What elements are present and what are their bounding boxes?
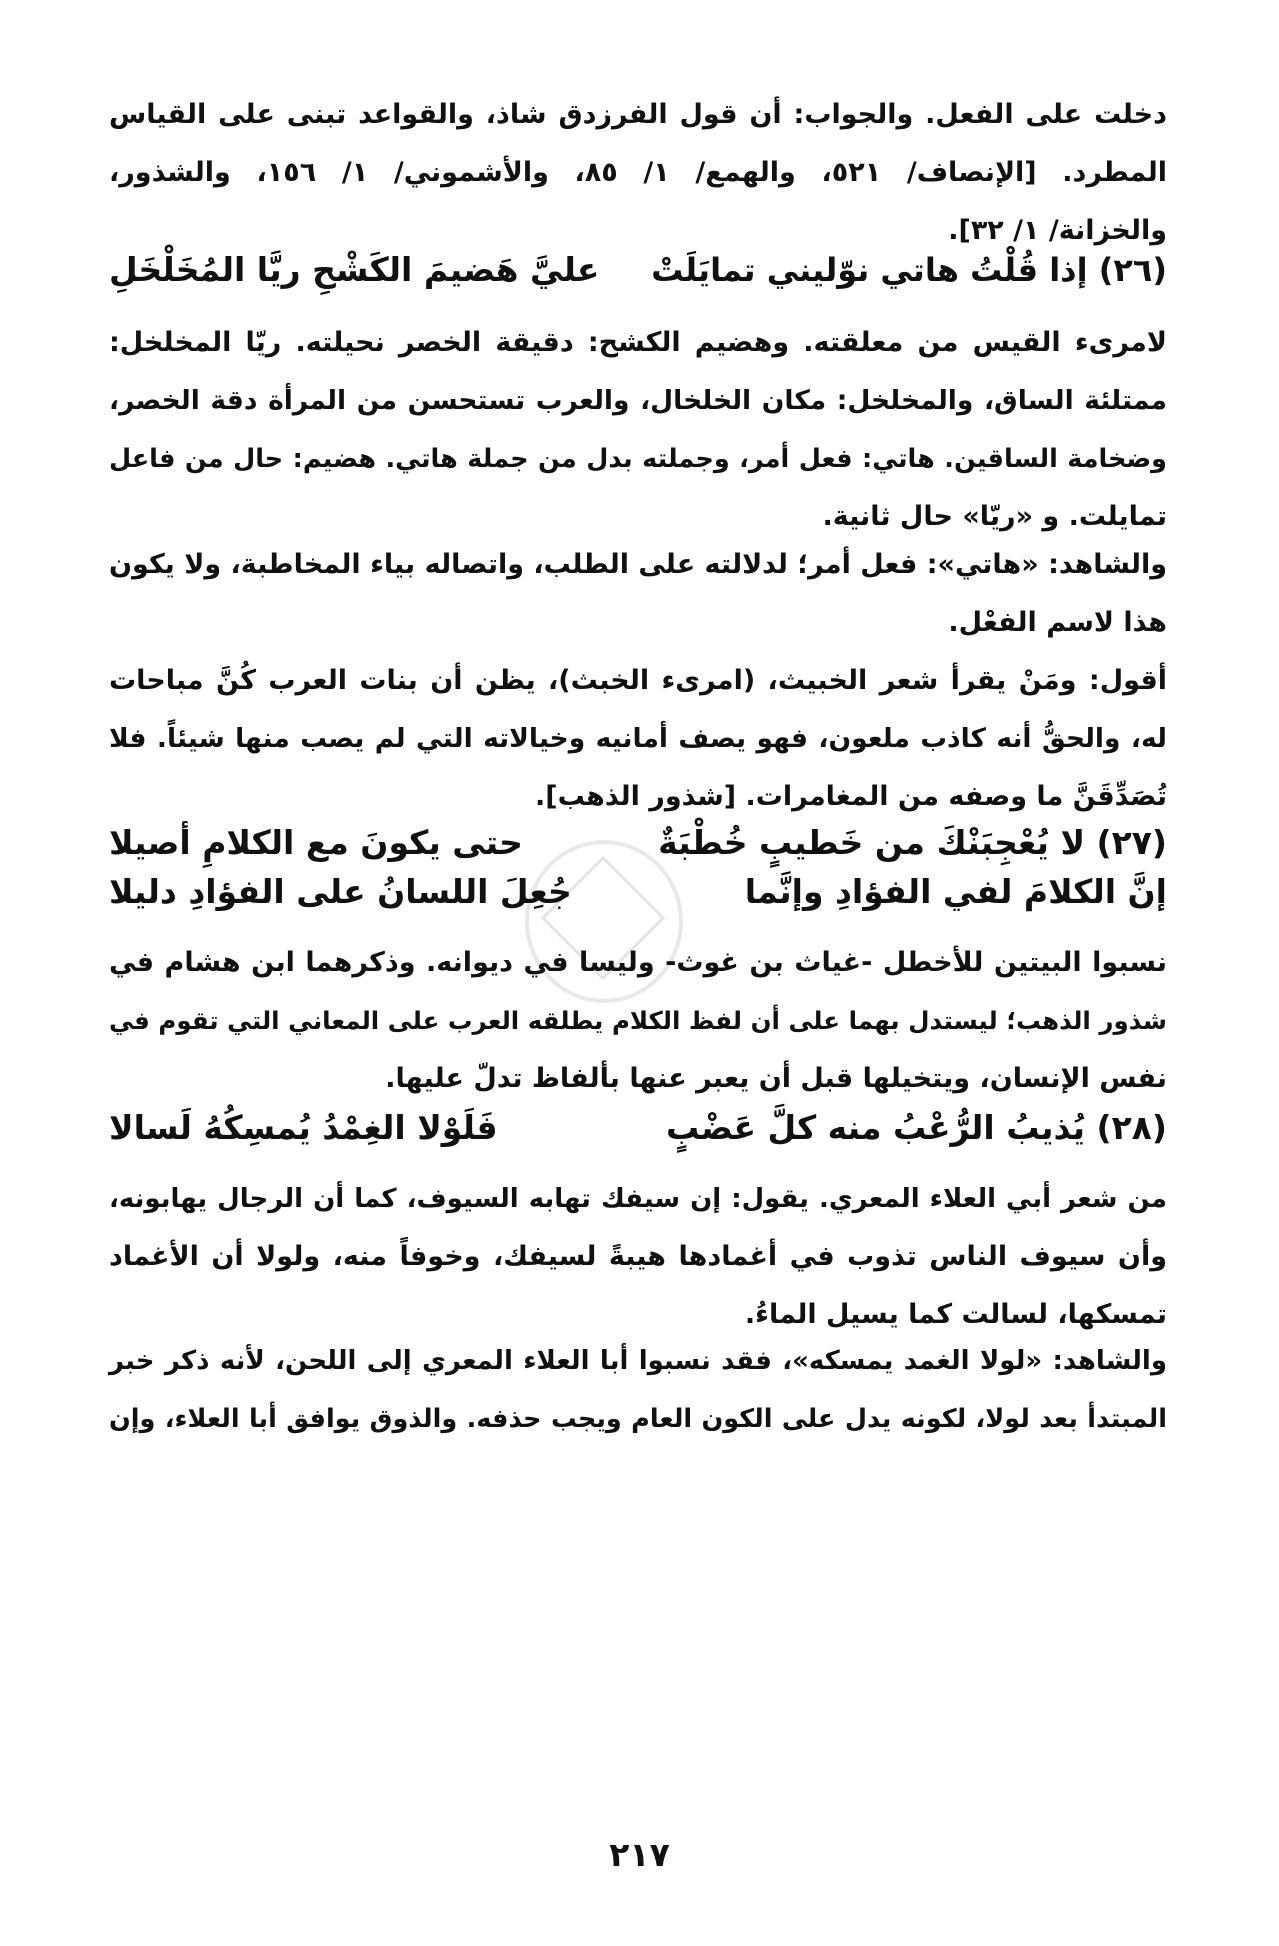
- verse-hemistich-first: [658, 815, 1167, 871]
- text-line: والشاهد: «هاتي»: فعل أمر؛ لدلالته على الطلب، واتصاله بياء المخاطبة، ولا يكون: [109, 549, 1167, 580]
- text-line: نسبوا البيتين للأخطل -غياث بن غوث- وليسا في ديوانه. وذكرهما ابن هشام في: [109, 947, 1167, 978]
- text-line: له، والحقُّ أنه كاذب ملعون، فهو يصف أمانيه وخيالاته التي لم يصب منها شيئاً. فلا: [109, 723, 1167, 754]
- paragraph-shahid-28: [109, 1332, 1167, 1448]
- text-line: وأن سيوف الناس تذوب في أغمادها هيبةً لسيفك، وخوفاً منه، ولولا أن الأغماد: [109, 1241, 1167, 1272]
- text-line: المطرد. [الإنصاف/ ٥٢١، والهمع/ ١/ ٨٥، والأشموني/ ١/ ١٥٦، والشذور،: [109, 157, 1167, 188]
- paragraph-shahid-26: [109, 536, 1167, 652]
- verse-hemistich-second: حتى يكونَ مع الكلامِ أصيلا: [109, 823, 523, 862]
- verse-number: (٢٧): [1096, 823, 1167, 862]
- verse-28: [109, 1100, 1167, 1156]
- page-number: ٢١٧: [609, 1835, 670, 1874]
- verse-27-line-2: [109, 864, 1167, 920]
- verse-27-line-1: [109, 815, 1167, 871]
- verse-text: إذا قُلْتُ هاتي نوّليني تمايَلَتْ: [651, 251, 1088, 289]
- text-line: تمايلت. و «ريّا» حال ثانية.: [822, 501, 1167, 532]
- text-line: تُصَدِّقَنَّ ما وصفه من المغامرات. [شذور الذهب].: [535, 781, 1167, 812]
- verse-hemistich-first: إنَّ الكلامَ لفي الفؤادِ وإنَّما: [744, 872, 1167, 911]
- verse-text: لا يُعْجِبَنْكَ من خَطيبٍ خُطْبَةٌ: [658, 823, 1086, 862]
- paragraph-note: [109, 652, 1167, 826]
- verse-number: (٢٨): [1096, 1108, 1167, 1147]
- text-line: وضخامة الساقين. هاتي: فعل أمر، وجملته بدل من جملة هاتي. هضيم: حال من فاعل: [109, 444, 1167, 474]
- paragraph-commentary-27: [109, 934, 1167, 1108]
- verse-26: [109, 242, 1167, 298]
- text-line: هذا لاسم الفعْل.: [948, 607, 1167, 638]
- text-line: من شعر أبي العلاء المعري. يقول: إن سيفك تهابه السيوف، كما أن الرجال يهابونه،: [109, 1184, 1167, 1214]
- paragraph-commentary-28: [109, 1170, 1167, 1344]
- verse-hemistich-second: جُعِلَ اللسانُ على الفؤادِ دليلا: [109, 872, 572, 911]
- verse-text: يُذيبُ الرُّعْبُ منه كلَّ عَضْبٍ: [666, 1108, 1086, 1147]
- verse-hemistich-second: عليَّ هَضيمَ الكَشْحِ ريَّا المُخَلْخَلِ: [109, 250, 600, 289]
- text-line: نفس الإنسان، ويتخيلها قبل أن يعبر عنها بألفاظ تدلّ عليها.: [385, 1063, 1167, 1094]
- verse-hemistich-first: [666, 1100, 1167, 1156]
- text-line: دخلت على الفعل. والجواب: أن قول الفرزدق شاذ، والقواعد تبنى على القياس: [109, 99, 1167, 130]
- text-line: ممتلئة الساق، والمخلخل: مكان الخلخال، والعرب تستحسن من المرأة دقة الخصر،: [109, 385, 1167, 416]
- text-line: والشاهد: «لولا الغمد يمسكه»، فقد نسبوا أبا العلاء المعري إلى اللحن، لأنه ذكر خبر: [109, 1346, 1167, 1376]
- text-line: لامرىء القيس من معلقته. وهضيم الكشح: دقيقة الخصر نحيلته. ريّا المخلخل:: [109, 327, 1167, 358]
- text-line: المبتدأ بعد لولا، لكونه يدل على الكون العام ويجب حذفه. والذوق يوافق أبا العلاء، وإن: [109, 1404, 1167, 1434]
- paragraph-commentary-26: [109, 314, 1167, 546]
- text-line: أقول: ومَنْ يقرأ شعر الخبيث، (امرىء الخبث)، يظن أن بنات العرب كُنَّ مباحات: [109, 665, 1167, 696]
- verse-hemistich-first: [651, 242, 1167, 298]
- text-line: والخزانة/ ١/ ٣٢].: [948, 215, 1167, 246]
- text-line: تمسكها، لسالت كما يسيل الماءُ.: [744, 1299, 1167, 1330]
- text-line: شذور الذهب؛ ليستدل بهما على أن لفظ الكلام يطلقه العرب على المعاني التي تقوم في: [109, 1006, 1167, 1035]
- paragraph-intro: [109, 86, 1167, 260]
- verse-hemistich-second: فَلَوْلا الغِمْدُ يُمسِكُهُ لَسالا: [109, 1108, 498, 1147]
- verse-number: (٢٦): [1098, 251, 1167, 289]
